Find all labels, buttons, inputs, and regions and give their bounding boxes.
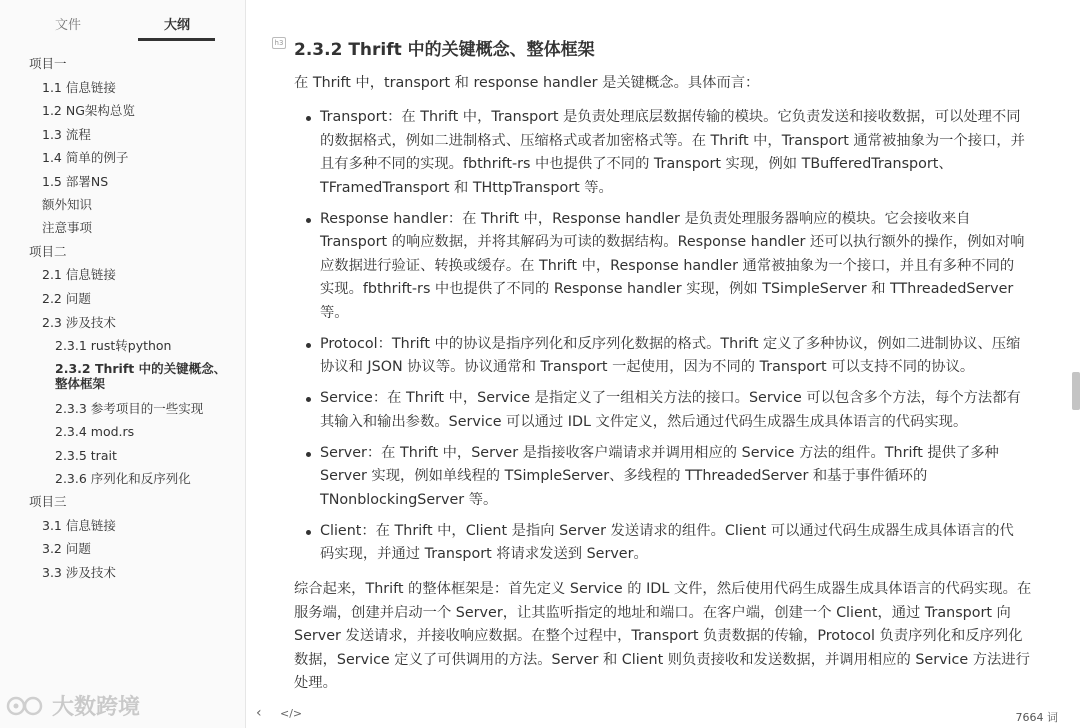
outline-item[interactable]: 3.1 信息链接 — [42, 518, 116, 533]
outline-item[interactable]: 1.4 简单的例子 — [42, 150, 129, 165]
outline-item[interactable]: 1.3 流程 — [42, 127, 91, 142]
outline-item-project-2[interactable]: 项目二 — [29, 244, 67, 259]
outline-item-project-1[interactable]: 项目一 — [29, 56, 67, 71]
outline-item[interactable]: 2.3.1 rust转python — [55, 338, 172, 353]
outline-item[interactable]: 3.2 问题 — [42, 541, 91, 556]
outline-item[interactable]: 1.5 部署NS — [42, 174, 109, 189]
watermark-text: 大数跨境 — [52, 695, 141, 720]
list-item-protocol: Protocol：Thrift 中的协议是指序列化和反序列化数据的格式。Thrift 定义了多种协议，例如二进制协议、压缩协议和 JSON 协议等。协议通常和 Transport 一起使用，因为不同的 Transport 可以支持不同的协议。 — [320, 333, 1025, 380]
active-tab-indicator — [138, 38, 215, 41]
sidebar — [0, 0, 246, 728]
outline-item[interactable]: 2.3.6 序列化和反序列化 — [55, 471, 191, 486]
watermark — [6, 690, 140, 721]
list-item-service: Service：在 Thrift 中，Service 是指定义了一组相关方法的接口。Service 可以包含多个方法，每个方法都有其输入和输出参数。Service 可以通过 IDL 文件定义，然后通过代码生成器生成具体语言的代码实现。 — [320, 387, 1025, 434]
outline-item[interactable]: 2.3.3 参考项目的一些实现 — [55, 401, 204, 416]
source-code-icon[interactable]: </> — [280, 707, 303, 720]
outline-item[interactable]: 2.3.4 mod.rs — [55, 424, 135, 439]
outline-item[interactable]: 2.3 涉及技术 — [42, 315, 116, 330]
outline-item[interactable]: 1.1 信息链接 — [42, 80, 116, 95]
chevron-left-icon[interactable]: ‹ — [256, 705, 262, 721]
outline-item[interactable]: 2.2 问题 — [42, 291, 91, 306]
outline-item-active[interactable]: 2.3.2 Thrift 中的关键概念、整体框架 — [55, 361, 227, 391]
outline-item[interactable]: 3.3 涉及技术 — [42, 565, 116, 580]
list-item-server: Server：在 Thrift 中，Server 是指接收客户端请求并调用相应的 Service 方法的组件。Thrift 提供了多种 Server 实现，例如单线程的 TSimpleServer、多线程的 TThreadedServer 和基于事件循环的 TNonblockingServer 等。 — [320, 442, 1025, 513]
sidebar-tabs — [0, 0, 246, 44]
list-item-client: Client：在 Thrift 中，Client 是指向 Server 发送请求的组件。Client 可以通过代码生成器生成具体语言的代码实现，并通过 Transport 将请求发送到 Server。 — [320, 520, 1025, 567]
vertical-scrollbar[interactable] — [1072, 372, 1080, 410]
outline-item[interactable]: 1.2 NG架构总览 — [42, 103, 135, 118]
outline-item[interactable]: 额外知识 — [42, 197, 93, 212]
outline-item-project-3[interactable]: 项目三 — [29, 494, 67, 509]
summary-paragraph: 综合起来，Thrift 的整体框架是：首先定义 Service 的 IDL 文件，然后使用代码生成器生成具体语言的代码实现。在服务端，创建并启动一个 Server，让其监听指定的地址和端口。在客户端，创建一个 Client，通过 Transport 向 Server 发送请求，并接收响应数据。在整个过程中，Transport 负责数据的传输，Protocol 负责序列化和反序列化数据，Service 定义了可供调用的方法。Server 和 Client 则负责接收和发送数据，并调用相应的 Service 方法进行处理。 — [294, 581, 1032, 691]
outline-item[interactable]: 注意事项 — [42, 220, 93, 235]
list-item-response-handler: Response handler：在 Thrift 中，Response handler 是负责处理服务器响应的模块。它会接收来自 Transport 的响应数据，并将其解码为可读的数据结构。Response handler 还可以执行额外的操作，例如对响应数据进行验证、转换或缓存。在 Thrift 中，Response handler 通常被抽象为一个接口，并且有多种不同的实现。fbthrift-rs 中也提供了不同的 Response handler 实现，例如 TSimpleServer 和 TThreadedServer 等。 — [320, 208, 1025, 326]
list-item-transport: Transport：在 Thrift 中，Transport 是负责处理底层数据传输的模块。它负责发送和接收数据，可以处理不同的数据格式，例如二进制格式、压缩格式或者加密格式等。在 Thrift 中，Transport 通常被抽象为一个接口，并且有多种不同的实现。fbthrift-rs 中也提供了不同的 Transport 实现，例如 TBufferedTransport、TFramedTransport 和 THttpTransport 等。 — [320, 106, 1025, 200]
concept-list — [320, 106, 1025, 574]
section-heading: 2.3.2 Thrift 中的关键概念、整体框架 — [294, 40, 595, 60]
editor-main[interactable] — [246, 0, 1080, 728]
status-bar — [246, 704, 1080, 728]
outline-item[interactable]: 2.1 信息链接 — [42, 267, 116, 282]
intro-paragraph: 在 Thrift 中，transport 和 response handler 是关键概念。具体而言： — [294, 75, 760, 91]
tab-files[interactable]: 文件 — [55, 18, 82, 33]
heading-level-icon: h3 — [272, 37, 286, 49]
word-count[interactable]: 7664 词 — [1015, 711, 1058, 724]
outline-item[interactable]: 2.3.5 trait — [55, 448, 117, 463]
tab-outline[interactable]: 大纲 — [164, 18, 191, 33]
watermark-logo-icon — [6, 695, 46, 717]
